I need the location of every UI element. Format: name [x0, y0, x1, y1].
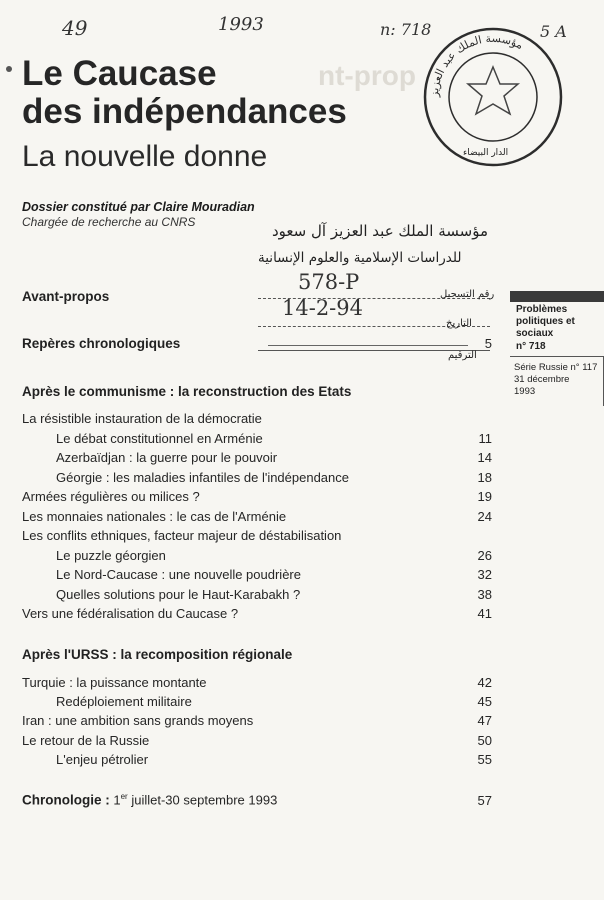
- registration-number: 578-P: [298, 270, 360, 294]
- toc-item: Turquie : la puissance montante: [22, 675, 207, 690]
- toc-item: Géorgie : les maladies infantiles de l'indépendance: [56, 470, 350, 485]
- section-2-heading: Après l'URSS : la recomposition régionale: [22, 647, 293, 662]
- toc-item: Vers une fédéralisation du Caucase ?: [22, 606, 239, 621]
- toc-item: Iran : une ambition sans grands moyens: [22, 713, 254, 728]
- toc-page: 42: [477, 675, 492, 690]
- toc-page: 14: [477, 450, 492, 465]
- bullet-dot: [6, 66, 12, 72]
- library-stamp: [418, 22, 568, 172]
- chronologie-label: Chronologie :: [22, 792, 110, 808]
- toc-item: Les monnaies nationales : le cas de l'Arménie: [22, 509, 287, 524]
- subtitle: La nouvelle donne: [22, 140, 268, 173]
- toc-item: Les conflits ethniques, facteur majeur de déstabilisation: [22, 528, 342, 543]
- toc-item: Le débat constitutionnel en Arménie: [56, 431, 263, 446]
- toc-item: La résistible instauration de la démocratie: [22, 411, 262, 426]
- title-line2: des indépendances: [22, 92, 347, 131]
- toc-page: 41: [477, 606, 492, 621]
- toc-item: Le retour de la Russie: [22, 733, 150, 748]
- registration-number-label: رقم التسجيل: [440, 289, 495, 300]
- handwritten-number: 49: [62, 16, 88, 40]
- reperes-page: 5: [484, 336, 492, 351]
- toc-item: L'enjeu pétrolier: [56, 752, 149, 767]
- registration-date: 14-2-94: [282, 296, 363, 320]
- toc-page: 18: [477, 470, 492, 485]
- toc-page: 24: [477, 509, 492, 524]
- svg-text:مؤسسة الملك عبد العزيز: [428, 32, 526, 98]
- reperes-chronologiques: Repères chronologiques: [22, 336, 181, 351]
- toc-page: 19: [477, 489, 492, 504]
- chronologie-sup: er: [120, 792, 128, 801]
- toc-page: 45: [477, 694, 492, 709]
- chronologie-first: 1: [113, 792, 121, 808]
- toc-page: 11: [478, 431, 492, 446]
- stamp-inner-text: الدار البيضاء: [463, 148, 509, 158]
- toc-page: 38: [477, 587, 492, 602]
- chronologie-page: 57: [477, 793, 492, 808]
- registration-date-label: التاريخ: [446, 318, 472, 329]
- toc-page: 50: [477, 733, 492, 748]
- handwritten-reference: n: 718: [380, 20, 432, 39]
- ghost-text: nt-prop: [318, 60, 416, 91]
- toc-page: 32: [477, 567, 492, 582]
- toc-item: Le Nord-Caucase : une nouvelle poudrière: [56, 567, 301, 582]
- author-dossier: Dossier constitué par Claire Mouradian: [22, 200, 255, 214]
- toc-page: 26: [477, 548, 492, 563]
- sidebar-series: Série Russie n° 117: [514, 362, 598, 373]
- toc-item: Redéploiement militaire: [56, 694, 192, 709]
- toc-item: Le puzzle géorgien: [56, 548, 166, 563]
- reperes-rule: [268, 345, 468, 346]
- toc-item: Armées régulières ou milices ?: [22, 489, 200, 504]
- toc-item: Azerbaïdjan : la guerre pour le pouvoir: [56, 450, 278, 465]
- toc-page: 55: [477, 752, 492, 767]
- sidebar-divider: [510, 356, 604, 357]
- sidebar-bar: [510, 291, 604, 302]
- registration-institution-line1: مؤسسة الملك عبد العزيز آل سعود: [272, 222, 488, 240]
- registration-institution-line2: للدراسات الإسلامية والعلوم الإنسانية: [258, 250, 462, 266]
- registration-class-label: الترقيم: [448, 350, 477, 361]
- sidebar-date: 31 décembre 1993: [514, 374, 570, 397]
- chronologie-line: [22, 792, 277, 807]
- avant-propos: Avant-propos: [22, 289, 110, 304]
- author-role: Chargée de recherche au CNRS: [22, 215, 196, 229]
- section-1-heading: Après le communisme : la reconstruction des Etats: [22, 384, 352, 399]
- handwritten-year: 1993: [218, 14, 264, 35]
- stamp-outer-text: مؤسسة الملك عبد العزيز: [427, 31, 526, 98]
- sidebar-journal: Problèmes politiques et sociaux: [516, 304, 575, 339]
- toc-page: 47: [477, 713, 492, 728]
- chronologie-rest: juillet-30 septembre 1993: [127, 792, 278, 808]
- stamp-corner-mark: 5 A: [540, 22, 567, 41]
- toc-item: Quelles solutions pour le Haut-Karabakh ?: [56, 587, 301, 602]
- title-line1: Le Caucase: [22, 54, 217, 93]
- sidebar-issue: n° 718: [516, 341, 546, 352]
